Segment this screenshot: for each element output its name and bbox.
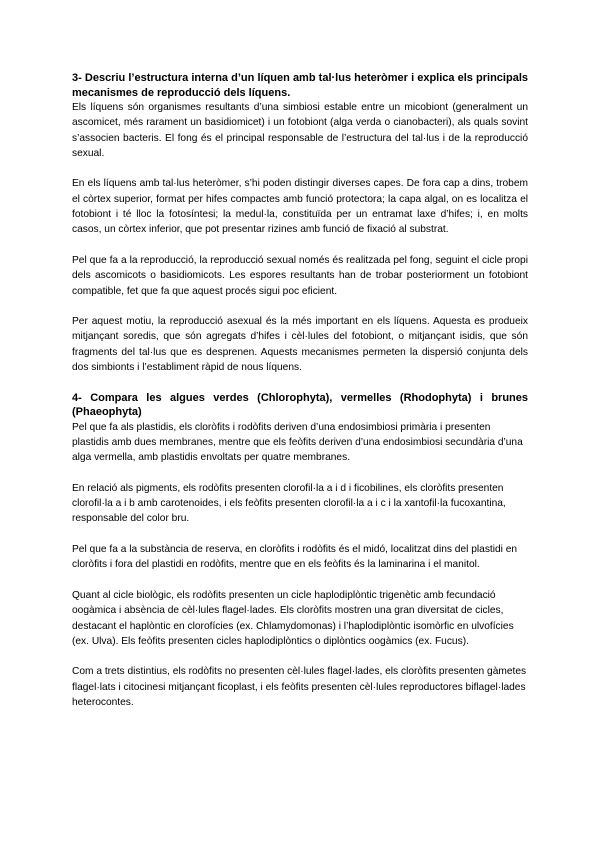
section-3-paragraph: En els líquens amb tal·lus heteròmer, s’hi poden distingir diverses capes. De fora cap a dins, trobem el còrtex superior, format per hifes compactes amb funció protectora; la capa algal, on es localitza el fotobiont i té lloc la fotosíntesi; la medul·la, constituïda per un entramat laxe d’hifes; i, en molts casos, un còrtex inferior, que pot presentar rizines amb funció de fixació al substrat. [72,178,528,236]
section-3-paragraph: Els líquens són organismes resultants d’una simbiosi estable entre un micobiont (generalment un ascomicet, més rarament un basidiomicet) i un fotobiont (alga verda o cianobacteri), als quals sovint s’associen bacteris. El fong és el principal responsable de l’estructura del tal·lus i de la reproducció sexual. [72,102,528,159]
section-4-paragraph: En relació als pigments, els rodòfits presenten clorofil·la a i d i ficobilines, els cloròfits presenten clorofil·la a i b amb carotenoides, i els feòfits presenten clorofil·la a i c i la xantofil·la fucoxantina, responsable del color bru. [72,482,506,525]
section-3-paragraph: Per aquest motiu, la reproducció asexual és la més important en els líquens. Aquesta es produeix mitjançant soredis, que són agregats d’hifes i cèl·lules del fotobiont, o mitjançant isidis, que són fragments del tal·lus que es desprenen. Aquests mecanismes permeten la dispersió conjunta dels dos simbionts i l’establiment ràpid de nous líquens. [72,316,528,374]
section-4 [72,391,528,711]
section-3 [72,71,528,375]
section-4-heading: 4- Compara les algues verdes (Chlorophyta), vermelles (Rhodophyta) i brunes (Phaeophyta) [72,391,528,419]
section-4-paragraph: Quant al cicle biològic, els rodòfits presenten un cicle haplodiplòntic trigenètic amb fecundació oogàmica i absència de cèl·lules flagel·lades. Els cloròfits mostren una gran diversitat de cicles, destacant el haplòntic en clorofícies (ex. Chlamydomonas) i l’haplodiplòntic isomòrfic en ulvofícies (ex. Ulva). Els feòfits presenten cicles haplodiplòntics o diplòntics oogàmics (ex. Fucus). [72,589,514,647]
section-3-heading: 3- Descriu l’estructura interna d’un líquen amb tal·lus heteròmer i explica els principals mecanismes de reproducció dels líquens. [72,72,528,99]
section-3-paragraph: Pel que fa a la reproducció, la reproducció sexual només és realitzada pel fong, seguint el cicle propi dels ascomicots o basidiomicots. Les espores resultants han de trobar posteriorment un fotobiont compatible, fet que fa que aquest procés sigui poc eficient. [72,254,528,297]
section-4-paragraph: Com a trets distintius, els rodòfits no presenten cèl·lules flagel·lades, els cloròfits presenten gàmetes flagel·lats i citocinesi mitjançant ficoplast, i els feòfits presenten cèl·lules reproductores biflagel·lades heterocontes. [72,666,527,708]
section-4-paragraph: Pel que fa als plastidis, els cloròfits i rodòfits deriven d’una endosimbiosi primària i presenten plastidis amb dues membranes, mentre que els feòfits deriven d’una endosimbiosi secundària d’una alga vermella, amb plastidis envoltats per quatre membranes. [72,421,523,464]
section-4-paragraph: Pel que fa a la substància de reserva, en cloròfits i rodòfits és el midó, localitzat dins del plastidi en cloròfits i fora del plastidi en rodòfits, mentre que en els feòfits és la laminarina i el manitol. [72,544,518,571]
page-content [72,71,528,726]
